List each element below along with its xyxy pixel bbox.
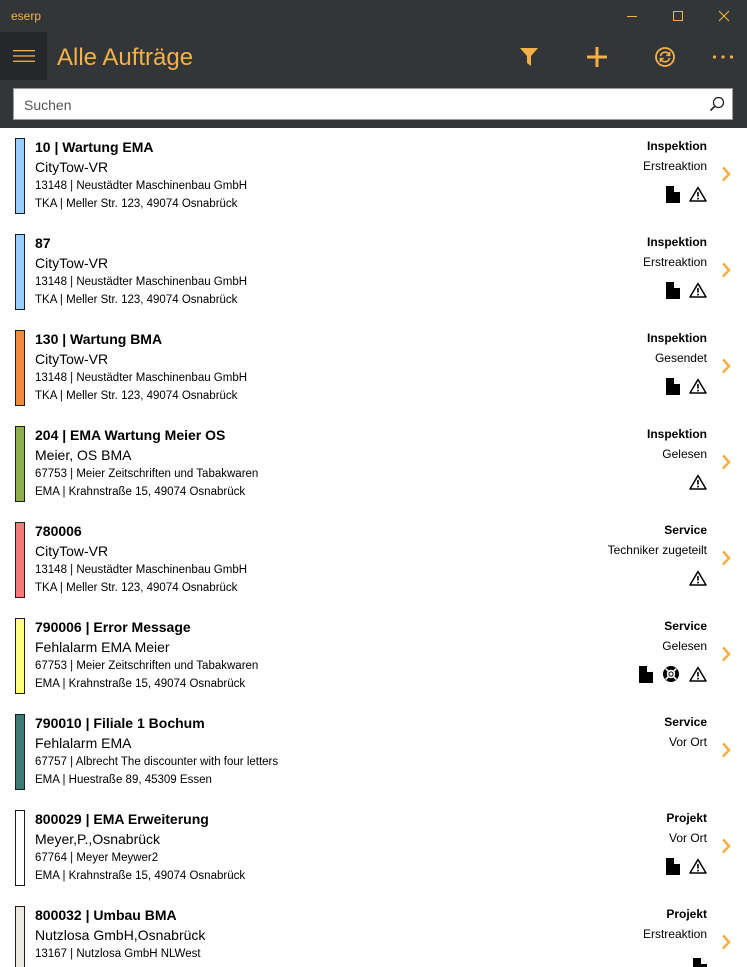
maximize-icon: [672, 10, 684, 22]
order-item[interactable]: [0, 320, 747, 416]
order-icons: [639, 664, 707, 684]
order-type: Service: [664, 715, 707, 729]
chevron-right-icon[interactable]: [721, 838, 731, 854]
filter-button[interactable]: [511, 40, 547, 74]
status-color-bar: [15, 138, 25, 214]
order-type: Inspektion: [646, 427, 707, 441]
order-object: CityTow-VR: [35, 159, 109, 175]
order-address: EMA | Huestraße 89, 45309 Essen: [35, 774, 212, 786]
order-number-title: 790010 | Filiale 1 Bochum: [35, 715, 205, 731]
status-color-bar: [15, 234, 25, 310]
order-type: Inspektion: [646, 235, 707, 249]
order-status: Erstreaktion: [642, 159, 707, 173]
sync-button[interactable]: [647, 40, 683, 74]
chevron-right-icon[interactable]: [721, 262, 731, 278]
order-type: Inspektion: [646, 139, 707, 153]
order-item[interactable]: [0, 128, 747, 224]
order-address: EMA | Krahnstraße 15, 49074 Osnabrück: [35, 486, 246, 498]
order-object: CityTow-VR: [35, 255, 109, 271]
order-type: Inspektion: [646, 331, 707, 345]
app-name: eserp: [11, 9, 42, 23]
warning-icon: [689, 378, 707, 394]
order-item[interactable]: [0, 416, 747, 512]
order-address: EMA | Krahnstraße 15, 49074 Osnabrück: [35, 870, 246, 882]
order-item[interactable]: [0, 224, 747, 320]
order-address: TKA | Meller Str. 123, 49074 Osnabrück: [35, 390, 238, 402]
status-color-bar: [15, 810, 25, 886]
order-address: EMA | Krahnstraße 15, 49074 Osnabrück: [35, 678, 246, 690]
order-status: Gelesen: [662, 639, 707, 653]
order-number-title: 87: [35, 235, 51, 251]
document-icon: [693, 958, 707, 967]
order-status: Gelesen: [662, 447, 707, 461]
order-object: CityTow-VR: [35, 543, 109, 559]
order-status: Erstreaktion: [642, 255, 707, 269]
document-icon: [666, 282, 680, 299]
order-object: Fehlalarm EMA: [35, 735, 132, 751]
order-icons: [666, 856, 707, 876]
search-bar: [0, 82, 747, 128]
order-item[interactable]: [0, 512, 747, 608]
order-icons: [666, 376, 707, 396]
maximize-button[interactable]: [655, 0, 701, 32]
document-icon: [666, 186, 680, 203]
order-icons: [689, 472, 707, 492]
sync-icon: [654, 46, 676, 68]
order-customer: 67753 | Meier Zeitschriften und Tabakwaren: [35, 660, 259, 672]
order-type: Service: [664, 619, 707, 633]
order-icons: [666, 184, 707, 204]
add-button[interactable]: [579, 40, 615, 74]
title-bar: [0, 0, 747, 32]
warning-icon: [689, 570, 707, 586]
document-icon: [639, 666, 653, 683]
status-color-bar: [15, 330, 25, 406]
warning-icon: [689, 474, 707, 490]
order-icons: [689, 568, 707, 588]
chevron-right-icon[interactable]: [721, 742, 731, 758]
order-number-title: 130 | Wartung BMA: [35, 331, 163, 347]
order-number-title: 780006: [35, 523, 82, 539]
order-customer: 13148 | Neustädter Maschinenbau GmbH: [35, 564, 248, 576]
more-icon: [712, 54, 734, 60]
status-color-bar: [15, 426, 25, 502]
order-item[interactable]: [0, 704, 747, 800]
order-object: Meyer,P.,Osnabrück: [35, 831, 161, 847]
order-status: Gesendet: [654, 351, 707, 365]
page-title: Alle Aufträge: [57, 44, 194, 71]
search-icon[interactable]: [709, 96, 725, 117]
status-color-bar: [15, 522, 25, 598]
order-address: TKA | Meller Str. 123, 49074 Osnabrück: [35, 294, 238, 306]
order-item[interactable]: [0, 800, 747, 896]
filter-icon: [519, 46, 539, 68]
document-icon: [666, 378, 680, 395]
document-icon: [666, 858, 680, 875]
order-address: TKA | Meller Str. 123, 49074 Osnabrück: [35, 198, 238, 210]
order-item[interactable]: [0, 608, 747, 704]
order-customer: 67764 | Meyer Meywer2: [35, 852, 159, 864]
search-box: [13, 88, 733, 120]
order-number-title: 790006 | Error Message: [35, 619, 191, 635]
order-status: Vor Ort: [668, 735, 707, 749]
order-object: CityTow-VR: [35, 351, 109, 367]
chevron-right-icon[interactable]: [721, 646, 731, 662]
order-status: Vor Ort: [668, 831, 707, 845]
status-color-bar: [15, 906, 25, 967]
order-customer: 13167 | Nutzlosa GmbH NLWest: [35, 948, 201, 960]
order-number-title: 800032 | Umbau BMA: [35, 907, 177, 923]
order-type: Projekt: [666, 811, 707, 825]
close-button[interactable]: [701, 0, 747, 32]
add-icon: [586, 46, 608, 68]
order-address: TKA | Meller Str. 123, 49074 Osnabrück: [35, 582, 238, 594]
order-customer: 67753 | Meier Zeitschriften und Tabakwaren: [35, 468, 259, 480]
status-color-bar: [15, 714, 25, 790]
warning-icon: [689, 858, 707, 874]
chevron-right-icon[interactable]: [721, 166, 731, 182]
order-type: Projekt: [666, 907, 707, 921]
lifebuoy-icon: [662, 665, 680, 683]
order-number-title: 10 | Wartung EMA: [35, 139, 154, 155]
order-object: Fehlalarm EMA Meier: [35, 639, 170, 655]
close-icon: [718, 10, 730, 22]
order-customer: 13148 | Neustädter Maschinenbau GmbH: [35, 180, 248, 192]
minimize-icon: [626, 10, 638, 22]
search-input[interactable]: [24, 95, 694, 115]
hamburger-icon: [13, 49, 35, 63]
order-number-title: 204 | EMA Wartung Meier OS: [35, 427, 226, 443]
chevron-right-icon[interactable]: [721, 358, 731, 374]
menu-button[interactable]: [0, 32, 47, 80]
status-color-bar: [15, 618, 25, 694]
warning-icon: [689, 186, 707, 202]
order-icons: [666, 280, 707, 300]
warning-icon: [689, 666, 707, 682]
order-status: Erstreaktion: [642, 927, 707, 941]
order-type: Service: [664, 523, 707, 537]
order-object: Meier, OS BMA: [35, 447, 132, 463]
order-list: [0, 128, 747, 967]
minimize-button[interactable]: [609, 0, 655, 32]
order-status: Techniker zugeteilt: [607, 543, 707, 557]
order-item[interactable]: [0, 896, 747, 967]
more-button[interactable]: [705, 40, 741, 74]
order-customer: 13148 | Neustädter Maschinenbau GmbH: [35, 276, 248, 288]
chevron-right-icon[interactable]: [721, 934, 731, 950]
order-customer: 13148 | Neustädter Maschinenbau GmbH: [35, 372, 248, 384]
order-customer: 67757 | Albrecht The discounter with four letters: [35, 756, 279, 768]
order-number-title: 800029 | EMA Erweiterung: [35, 811, 209, 827]
chevron-right-icon[interactable]: [721, 550, 731, 566]
app-header: [0, 32, 747, 82]
order-icons: [693, 956, 707, 967]
order-object: Nutzlosa GmbH,Osnabrück: [35, 927, 206, 943]
warning-icon: [689, 282, 707, 298]
chevron-right-icon[interactable]: [721, 454, 731, 470]
